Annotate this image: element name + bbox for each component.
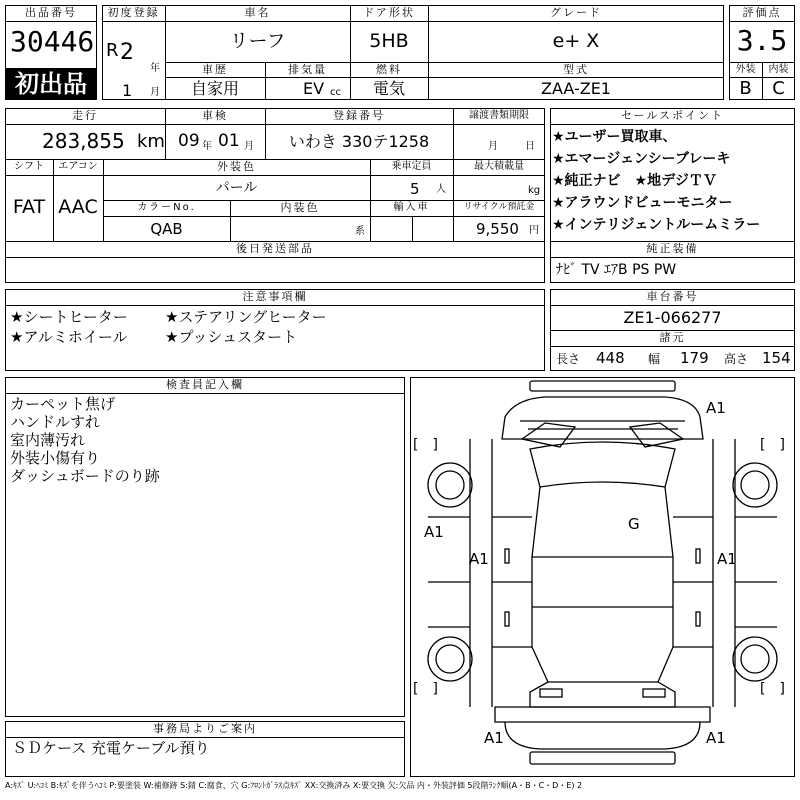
year-unit: 年 [150,63,160,74]
office-title: 事務局よりご案内 [153,722,257,735]
bracket-right-rear: [ ] [760,681,785,697]
shift-label: シフト [14,161,44,172]
ext-color: パール [215,180,258,196]
sales-point-item: ★インテリジェントルームミラー [552,217,761,233]
recycle-fee: 9,550 [476,220,519,238]
history: 自家用 [190,79,239,98]
damage-mark: A1 [706,399,726,417]
note-item: ★シートヒーター [10,308,128,326]
damage-mark: A1 [424,523,444,541]
model-label: 型式 [563,63,589,76]
length: 448 [596,349,625,367]
capacity-label: 乗車定員 [391,161,432,172]
era: R [106,40,119,61]
note-item: ★アルミホイール [10,328,128,346]
month-value: 1 [122,81,133,100]
sales-point-item: ★ユーザー買取車、 [552,129,677,145]
color-no-label: カラーNo. [137,202,196,213]
mileage-label: 走行 [72,109,98,122]
insp-month: 01 [218,131,240,151]
capacity-unit: 人 [436,184,446,195]
score: 3.5 [736,24,788,57]
later-parts-label: 後日発送部品 [236,242,314,255]
yen-unit: 円 [529,225,539,236]
int-color-label: 内装色 [280,201,320,214]
fuel: 電気 [372,79,405,98]
note-item: ★ステアリングヒーター [165,308,327,326]
int-color-unit: 系 [355,226,365,237]
sales-point-item: ★エマージェンシーブレーキ [552,151,731,167]
damage-mark: A1 [717,550,737,568]
first-reg-label: 初度登録 [107,6,160,19]
bracket-right-front: [ ] [760,437,785,453]
ac-label: エアコン [58,161,98,172]
insp-month-unit: 月 [244,141,254,152]
car-name-label: 車名 [244,6,271,19]
damage-mark: A1 [469,550,489,568]
max-load-label: 最大積載量 [474,161,524,172]
score-label: 評価点 [742,6,782,19]
lot-label: 出品番号 [25,6,77,19]
damage-mark: A1 [706,729,726,747]
dims-title: 諸元 [659,331,686,344]
height-label: 高さ [724,352,749,366]
capacity: 5 [410,180,420,198]
chassis-number: ZE1-066277 [623,308,722,327]
width: 179 [680,349,709,367]
height: 154 [762,349,791,367]
month-unit: 月 [150,87,160,98]
inspector-line: 外装小傷有り [10,449,101,467]
damage-mark: G [628,515,640,533]
reg-label: 登録番号 [333,109,385,122]
cc-unit: cc [330,87,341,98]
sales-point-item: ★純正ナビ ★地デジＴＶ [552,173,717,189]
first-listing-badge: 初出品 [5,68,97,100]
note-item: ★プッシュスタート [165,328,298,346]
legend-text: A:ｷｽﾞ U:ﾍｺﾐ B:ｷｽﾞを伴うﾍｺﾐ P:要塗装 W:補修跡 S:錆 C:腐食、穴 G:ﾌﾛﾝﾄｶﾞﾗｽ点ｷｽﾞ XX:交換済み X:要交換 欠:欠品 内・外装評価 5段階ﾗﾝｸ順(A・B・C・D・E) 2 [5,781,583,790]
car-diagram [410,377,795,777]
interior-grade: C [772,78,785,99]
interior-label: 内装 [768,64,789,75]
exterior-label: 外装 [735,64,756,75]
color-no: QAB [150,220,183,238]
notes-title: 注意事項欄 [242,290,308,303]
car-name: リーフ [229,30,286,52]
reg-number: いわき 330テ1258 [288,132,430,151]
recycle-label: リサイクル預託金 [463,202,535,212]
displacement: EV [303,79,325,98]
bracket-left-front: [ ] [413,437,438,453]
fuel-label: 燃料 [376,63,402,76]
transfer-day: 日 [525,141,535,152]
sales-point-item: ★アラウンドビューモニター [552,195,733,211]
kg-unit: kg [528,185,541,196]
shift: FAT [12,196,46,218]
equipment-title: 純正装備 [646,242,699,255]
damage-mark: A1 [484,729,504,747]
km-unit: km [137,131,165,152]
chassis-title: 車台番号 [646,290,699,303]
era-year: 2 [120,40,134,65]
inspector-title: 検査員記入欄 [166,378,244,391]
equipment-value: ﾅﾋﾞ TV ｴｱB PS PW [556,262,677,278]
sales-points-title: セールスポイント [620,109,724,122]
insp-year: 09 [178,131,200,151]
model: ZAA-ZE1 [541,79,611,98]
transfer-month: 月 [488,141,498,152]
ext-color-label: 外装色 [217,160,256,173]
mileage: 283,855 [42,129,125,153]
history-label: 車歴 [202,63,228,76]
ac: AAC [58,196,98,218]
door-type: 5HB [369,30,409,52]
grade-label: グレード [550,6,602,19]
insp-year-unit: 年 [202,141,212,152]
bracket-left-rear: [ ] [413,681,438,697]
inspector-line: ハンドルすれ [10,413,101,431]
import-label: 輸入車 [393,202,430,213]
displacement-label: 排気量 [288,63,327,76]
door-label: ドア形状 [363,6,415,19]
inspector-line: カーペット焦げ [10,395,116,413]
inspector-line: ダッシュボードのり跡 [10,467,160,485]
office-message: ＳＤケース 充電ケーブル預り [12,739,210,757]
grade: e+ X [552,30,600,52]
inspector-line: 室内薄汚れ [10,431,86,449]
exterior-grade: B [739,78,752,99]
transfer-label: 譲渡書類期限 [469,110,529,121]
inspection-label: 車検 [202,109,228,122]
width-label: 幅 [648,352,661,366]
length-label: 長さ [556,352,581,366]
lot-number: 30446 [10,25,95,58]
